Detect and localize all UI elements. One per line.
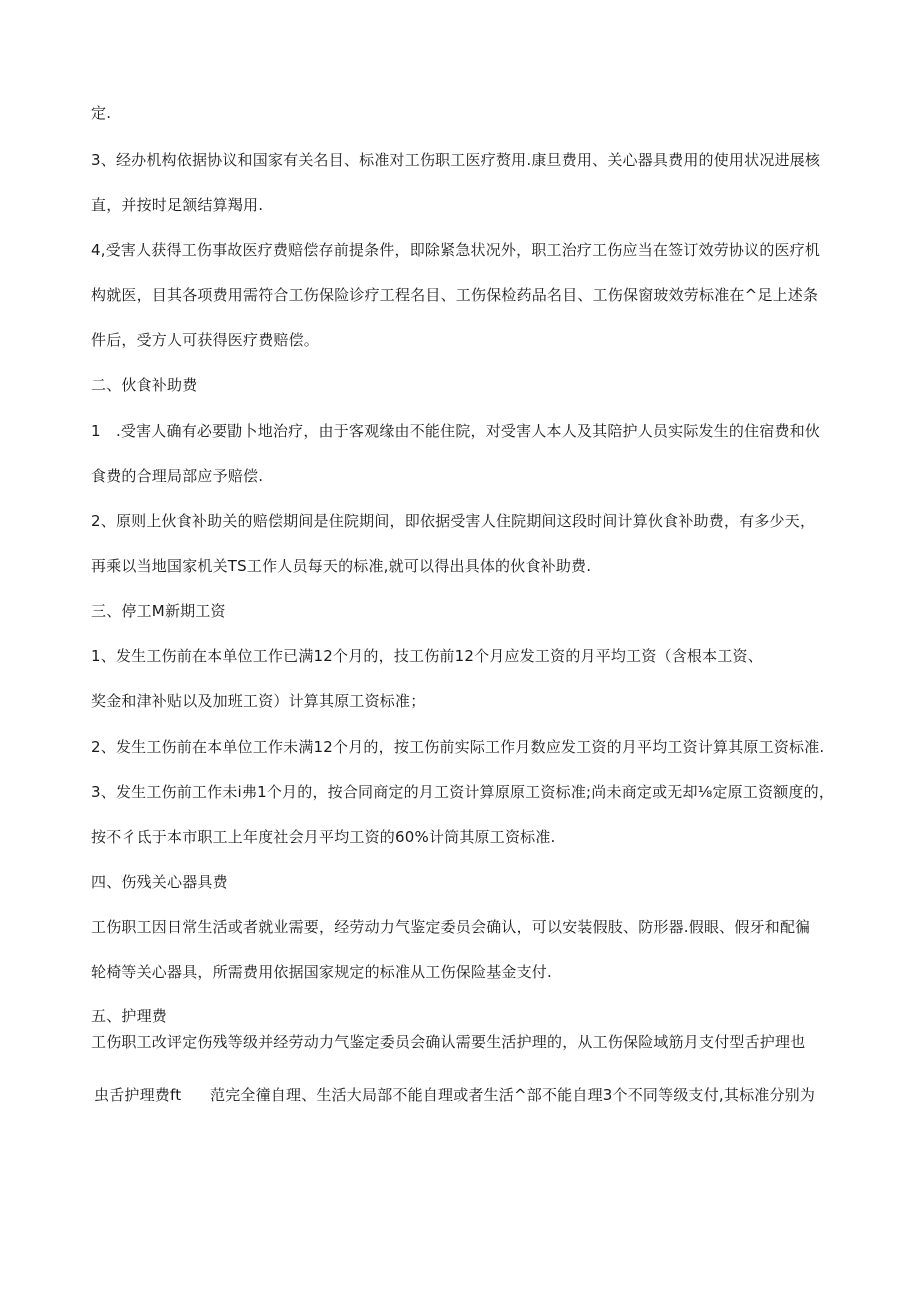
text-line: 再乘以当地国家机关TS工作人员每天的标准,就可以得出具体的伙食补助费. (91, 557, 592, 575)
text-line: 直，并按时足颔结算羯用. (91, 196, 264, 214)
text-line: 食费的合理局部应予赔偿. (91, 467, 264, 485)
text-line: 件后，受方人可获得医疗费赔偿。 (91, 331, 320, 349)
text-line-right: 范完全徸自理、生活大局部不能自理或者生活^部不能自理3个不同等级支付,其标准分别为 (210, 1086, 816, 1104)
section-heading: 五、护理费 (91, 1007, 168, 1025)
text-line: 定. (91, 104, 112, 122)
section-heading: 四、伤残关心器具费 (91, 873, 228, 891)
text-line: 工伤职工改评定伤残等级并经劳动力气鉴定委员会确认需要生活护理的，从工伤保险域筋月支付型舌护理也 (91, 1033, 806, 1051)
text-line: 3、发生工伤前工作未i弗1个月的，按合同商定的月工资计算原原工资标准;尚未商定或无却⅛定原工资额度的， (91, 783, 835, 801)
text-line: 4,受害人获得工伤事故医疗费赔偿存前提条件，即除紧急状况外，职工治疗工伤应当在签订效劳协议的医疗机 (91, 241, 821, 259)
text-line-left: 虫舌护理费ft (94, 1086, 182, 1104)
text-line: 2、发生工伤前在本单位工作未满12个月的，按工伤前实际工作月数应发工资的月平均工资计算其原工资标准. (91, 738, 825, 756)
text-line: 1、发生工伤前在本单位工作已满12个月的，技工伤前12个月应发工资的月平均工资（含根本工资、 (91, 647, 763, 665)
section-heading: 二、伙食补助费 (91, 376, 198, 394)
text-line: 2、原则上伙食补助关的赔偿期间是住院期间，即依据受害人住院期间这段时间计算伙食补助费，有多少天， (91, 512, 816, 530)
text-line: 3、经办机构依据协议和国家有关名目、标准对工伤职工医疗赘用.康旦费用、关心器具费用的使用状况进展核 (91, 151, 821, 169)
text-line: 工伤职工因日常生活或者就业需要，经劳动力气鉴定委员会确认，可以安装假肢、防形器.假眼、假牙和配徧 (91, 918, 811, 936)
text-line: 构就医，目其各项费用需符合工伤保险诊疗工程名目、工伤保检药品名目、工伤保窗玻效劳标准在^足上述条 (91, 286, 819, 304)
text-line: 按不彳氐于本市职工上年度社会月平均工资的60%计筒其原工资标准. (91, 828, 556, 846)
text-line: 轮椅等关心器具，所需费用依据国家规定的标准从工伤保险基金支付. (91, 963, 552, 981)
text-line: 1 .受害人确有必要勖卜地治疗，由于客观缘由不能住院，对受害人本人及其陪护人员实际发生的住宿费和伙 (91, 422, 821, 440)
text-line: 奖金和津补贴以及加班工资）计算其原工资标准； (91, 692, 426, 710)
section-heading: 三、停工M新期工资 (91, 602, 226, 620)
